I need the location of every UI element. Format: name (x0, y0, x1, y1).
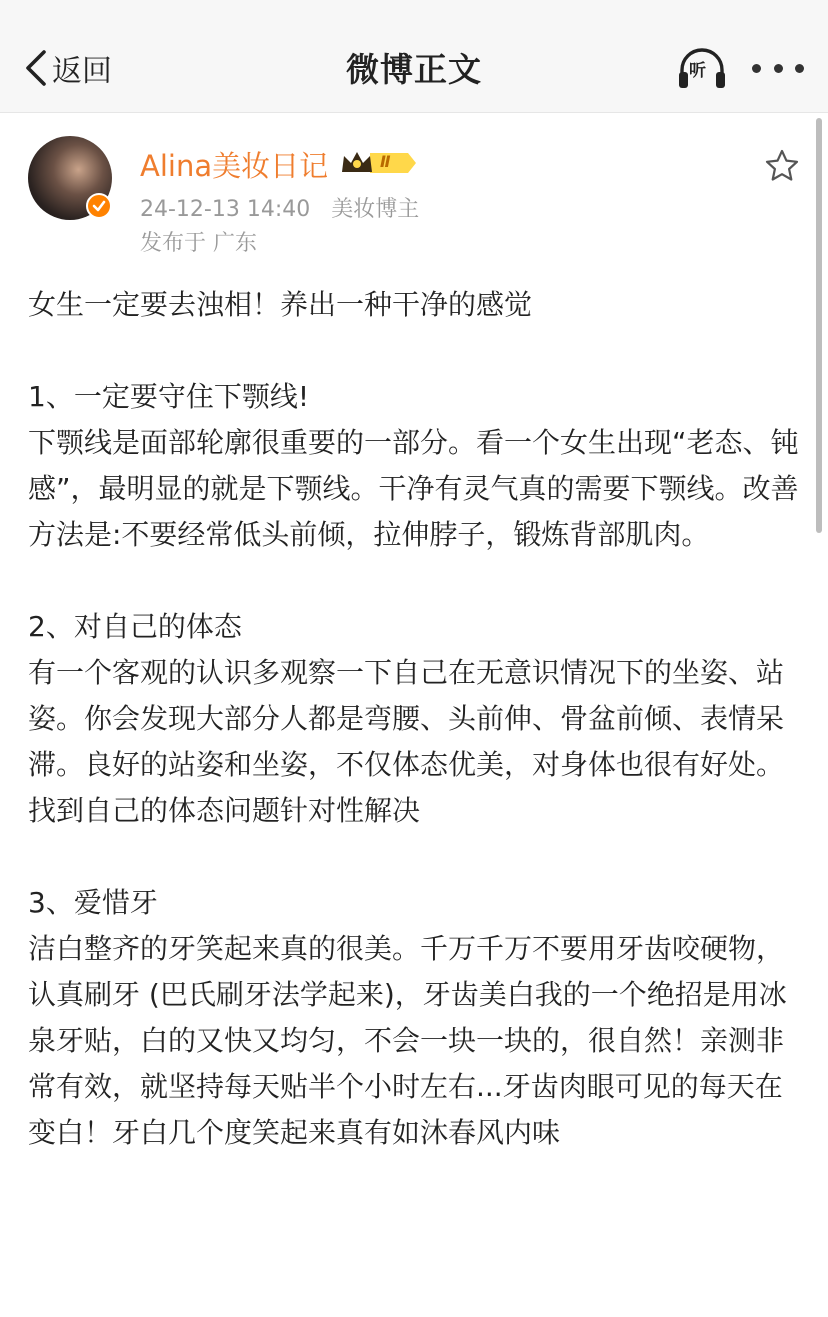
spacer (28, 328, 808, 374)
more-button[interactable] (752, 54, 804, 82)
vip-level: Ⅱ (380, 152, 391, 171)
listen-label: 听 (689, 61, 706, 81)
listen-button[interactable] (676, 44, 728, 92)
more-dot (774, 64, 783, 73)
author-name[interactable]: Alina美妆日记 (140, 149, 329, 183)
page-title: 微博正文 (346, 50, 482, 89)
section-heading: 2、对自己的体态 (28, 610, 242, 643)
section-heading: 3、爱惜牙 (28, 886, 158, 919)
verified-badge (86, 193, 112, 219)
post-location: 发布于 广东 (140, 231, 257, 256)
post-intro: 女生一定要去浊相！养出一种干净的感觉 (28, 288, 533, 321)
vip-badge[interactable] (340, 148, 418, 178)
scrollbar[interactable] (816, 118, 822, 533)
spacer (28, 834, 808, 880)
nav-bar (0, 0, 828, 113)
spacer (28, 558, 808, 604)
post-meta (140, 192, 419, 223)
star-outline-icon (764, 148, 800, 184)
more-dot (795, 64, 804, 73)
back-label: 返回 (52, 54, 112, 89)
post-content (28, 282, 808, 1156)
section-body: 下颚线是面部轮廓很重要的一部分。看一个女生出现“老态、钝感”，最明显的就是下颚线。干净有灵气真的需要下颚线。改善方法是:不要经常低头前倾，拉伸脖子，锻炼背部肌肉。 (28, 426, 799, 551)
section-body: 洁白整齐的牙笑起来真的很美。千万千万不要用牙齿咬硬物，认真刷牙 (巴氏刷牙法学起来)，牙齿美白我的一个绝招是用冰泉牙贴，白的又快又均匀，不会一块一块的，很自然！亲测非常有效，就坚持每天贴半个小时左右...牙齿肉眼可见的每天在变白！牙白几个度笑起来真有如沐春风内味 (28, 932, 787, 1149)
author-role: 美妆博主 (331, 197, 420, 222)
more-dots-icon (752, 64, 761, 73)
section-body: 有一个客观的认识多观察一下自己在无意识情况下的坐姿、站姿。你会发现大部分人都是弯腰、头前伸、骨盆前倾、表情呆滞。良好的站姿和坐姿，不仅体态优美，对身体也很有好处。找到自己的体态问题针对性解决 (28, 656, 785, 827)
favorite-button[interactable] (764, 148, 800, 184)
post-datetime: 24-12-13 14:40 (140, 197, 311, 222)
section-heading: 1、一定要守住下颚线! (28, 380, 310, 413)
crown-badge-icon (340, 148, 418, 178)
verified-check-icon (88, 195, 110, 217)
